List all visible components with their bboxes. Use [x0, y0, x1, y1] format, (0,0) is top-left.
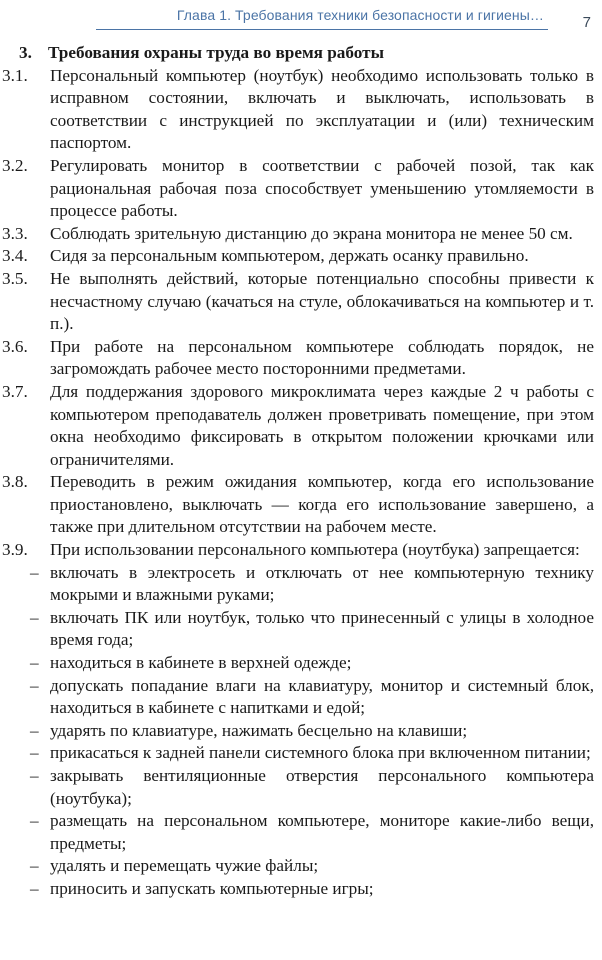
dash-bullet: – — [30, 743, 39, 763]
prohibition-item — [0, 720, 602, 743]
rule-item — [0, 471, 602, 539]
prohibition-text: закрывать вентиляционные отверстия персонального компьютера (ноутбука); — [50, 766, 594, 808]
dash-bullet: – — [30, 811, 39, 831]
item-text: Переводить в режим ожидания компьютер, когда его использование приостановлено, выключать — когда его использование завершено, а также при длительном отсутствии на рабочем месте. — [50, 472, 594, 537]
page-body — [0, 42, 602, 901]
item-number: 3.5. — [2, 268, 28, 288]
rule-item — [0, 155, 602, 223]
item-text: Регулировать монитор в соответствии с рабочей позой, так как рациональная рабочая поза способствует уменьшению утомляемости в процессе работы. — [50, 155, 594, 221]
prohibition-item — [0, 878, 602, 901]
dash-bullet: – — [30, 653, 39, 673]
page-header — [0, 0, 602, 32]
rule-item — [0, 268, 602, 336]
prohibition-text: включать в электросеть и отключать от нее компьютерную технику мокрыми и влажными руками; — [50, 562, 594, 605]
prohibition-item — [0, 855, 602, 878]
section-title: Требования охраны труда во время работы — [48, 43, 384, 62]
section-number: 3. — [19, 43, 32, 62]
prohibition-text: ударять по клавиатуре, нажимать бесцельно на клавиши; — [50, 720, 468, 740]
item-text: Для поддержания здорового микроклимата через каждые 2 ч работы с компьютером преподаватель должен проветривать помещение, при этом окна необходимо фиксировать в открытом положении крючками или ограничителями. — [50, 381, 594, 469]
rule-item — [0, 336, 602, 381]
rule-item — [0, 245, 602, 268]
prohibition-item — [0, 742, 602, 765]
dash-bullet: – — [30, 878, 39, 898]
section-heading — [0, 42, 602, 65]
item-number: 3.4. — [2, 246, 28, 266]
item-number: 3.1. — [2, 65, 28, 85]
rule-item — [0, 381, 602, 471]
prohibition-text: приносить и запускать компьютерные игры; — [50, 878, 374, 898]
item-text: Сидя за персональным компьютером, держать осанку правильно. — [50, 246, 529, 266]
prohibition-item — [0, 607, 602, 652]
item-text: При работе на персональном компьютере соблюдать порядок, не загромождать рабочее место посторонними предметами. — [50, 336, 594, 379]
item-number: 3.8. — [2, 472, 28, 492]
dash-bullet: – — [30, 856, 39, 876]
prohibition-text: прикасаться к задней панели системного блока при включенном питании; — [50, 743, 591, 763]
item-text: Не выполнять действий, которые потенциально способны привести к несчастному случаю (качаться на стуле, облокачиваться на компьютер и т. п.). — [50, 268, 594, 334]
item-text: При использовании персонального компьютера (ноутбука) запрещается: — [50, 540, 580, 560]
item-text: Персональный компьютер (ноутбук) необходимо использовать только в исправном состоянии, включать и выключать, использовать в соответствии с инструкцией по эксплуатации и (или) техническим паспортом. — [50, 65, 594, 153]
prohibition-item — [0, 810, 602, 855]
item-number: 3.7. — [2, 381, 28, 401]
dash-bullet: – — [30, 766, 39, 785]
page-number: 7 — [582, 14, 591, 31]
prohibition-item — [0, 562, 602, 607]
dash-bullet: – — [30, 562, 39, 582]
dash-bullet: – — [30, 607, 39, 627]
item-number: 3.9. — [2, 540, 28, 560]
dash-bullet: – — [30, 675, 39, 695]
rule-item — [0, 539, 602, 562]
item-number: 3.6. — [2, 336, 28, 356]
prohibition-item — [0, 675, 602, 720]
prohibition-text: находиться в кабинете в верхней одежде; — [50, 653, 352, 673]
item-text: Соблюдать зрительную дистанцию до экрана монитора не менее 50 см. — [50, 223, 573, 243]
item-number: 3.3. — [2, 223, 28, 243]
prohibition-text: удалять и перемещать чужие файлы; — [50, 856, 319, 876]
prohibition-text: допускать попадание влаги на клавиатуру, монитор и системный блок, находиться в кабинете с напитками и едой; — [50, 675, 594, 718]
prohibition-text: размещать на персональном компьютере, мониторе какие-либо вещи, предметы; — [50, 811, 594, 853]
prohibition-item — [0, 652, 602, 675]
dash-bullet: – — [30, 720, 39, 740]
prohibition-item — [0, 765, 602, 810]
rule-item — [0, 223, 602, 246]
item-number: 3.2. — [2, 155, 28, 175]
rule-item — [0, 65, 602, 155]
running-head: Глава 1. Требования техники безопасности и гигиены… — [176, 7, 544, 23]
header-rule — [96, 29, 548, 30]
prohibition-text: включать ПК или ноутбук, только что принесенный с улицы в холодное время года; — [50, 607, 594, 650]
